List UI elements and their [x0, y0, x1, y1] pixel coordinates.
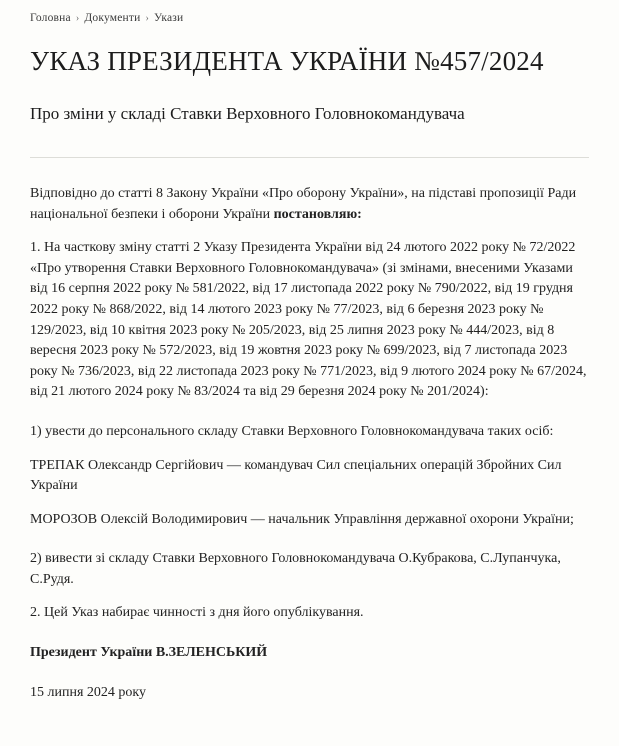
paragraph-effective-date: 2. Цей Указ набирає чинності з дня його опублікування. [30, 605, 364, 621]
breadcrumb-separator: › [75, 13, 80, 24]
intro-paragraph [30, 184, 589, 225]
paragraph-amendments: 1. На часткову зміну статті 2 Указу Президента України від 24 лютого 2022 року № 72/2022 «Про утворення Ставки Верховного Головнокомандувача» (зі змінами, внесеними Указами від 16 серпня 2022 року № 581/2022, від 17 листопада 2022 року № 790/2022, від 19 грудня 2022 року № 868/2022, від 14 лютого 2023 року № 77/2023, від 6 березня 2023 року № 129/2023, від 10 квітня 2023 року № 205/2023, від 25 липня 2023 року № 444/2023, від 8 вересня 2023 року № 572/2023, від 19 жовтня 2023 року № 699/2023, від 7 листопада 2023 року № 736/2023, від 22 листопада 2023 року № 771/2023, від 9 лютого 2024 року № 67/2024, від 21 лютого 2024 року № 83/2024 та від 29 березня 2024 року № 201/2024): [30, 240, 587, 400]
divider [30, 157, 589, 158]
breadcrumb [30, 12, 589, 24]
paragraph-add-members: 1) увести до персонального складу Ставки Верховного Головнокомандувача таких осіб: [30, 423, 554, 439]
page-subtitle: Про зміни у складі Ставки Верховного Головнокомандувача [30, 104, 465, 124]
breadcrumb-link-home[interactable]: Головна [30, 12, 71, 24]
page-title: УКАЗ ПРЕЗИДЕНТА УКРАЇНИ №457/2024 [30, 46, 544, 76]
breadcrumb-link-documents[interactable]: Документи [84, 12, 141, 24]
breadcrumb-link-decrees[interactable]: Укази [154, 12, 184, 24]
intro-text: Відповідно до статті 8 Закону України «Про оборону України», на підставі пропозиції Ради національної безпеки і оборони України [30, 186, 577, 222]
signature: Президент України В.ЗЕЛЕНСЬКИЙ [30, 644, 268, 660]
paragraph-member-trepak: ТРЕПАК Олександр Сергійович — командувач Сил спеціальних операцій Збройних Сил України [30, 457, 562, 494]
paragraph-remove-members: 2) вивести зі складу Ставки Верховного Головнокомандувача О.Кубракова, С.Лупанчука, С.Рудя. [30, 551, 561, 587]
document-body [30, 184, 589, 703]
intro-bold: постановляю: [273, 206, 362, 222]
document-date: 15 липня 2024 року [30, 684, 147, 700]
paragraph-member-morozov: МОРОЗОВ Олексій Володимирович — начальник Управління державної охорони України; [30, 511, 574, 527]
breadcrumb-separator: › [145, 13, 150, 24]
